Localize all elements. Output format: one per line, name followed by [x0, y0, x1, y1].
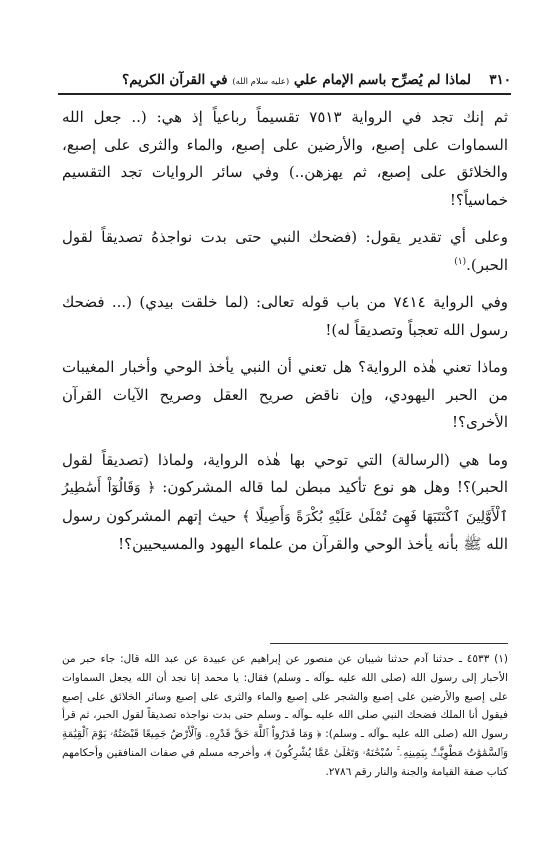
paragraph-5-end: حيث إتهم المشركون رسول الله ﷺ بأنه يأخذ الوحي والقرآن من علماء اليهود والمسيحيين؟! [62, 506, 508, 553]
paragraph-5-start: وما هي (الرسالة) التي توحي بها هٰذه الرواية، ولماذا (تصديقاً لقول الحبر)؟! وهل هو نوع تأكيد مبطن لما قاله المشركون: [62, 450, 508, 496]
paragraph-2 [62, 224, 508, 279]
header-rule [58, 93, 511, 95]
running-title-honorific: (عليه سلام الله) [232, 77, 290, 87]
footnote: (١) ٤٥٣٣ ـ حدثنا آدم حدثنا شيبان عن منصور عن إبراهيم عن عبيدة عن عبد الله قال: جاء حبر من الأحبار إلى رسول الله (صلى الله عليه ـوآله ـ وسلم) فقال: يا محمد إنا نجد أن الله يجعل السماوات على إصبع والأرضين على إصبع والشجر على إصبع والماء والثرى على إصبع وسائر الخلائق على إصبع فيقول أنا الملك فضحك النبي صلى الله عليه ـوآله ـ وسلم حتى بدت نواجذه تصديقاً لقول الحبر، ثم قرأ رسول الله (صلى الله عليه ـوآله ـ وسلم): ﴿ وَمَا قَدَرُواْ ٱللَّهَ حَقَّ قَدْرِهِۦ وَٱلْأَرْضُ جَمِيعًا قَبْضَتُهُۥ يَوْمَ ٱلْقِيَٰمَةِ وَٱلسَّمَٰوَٰتُ مَطْوِيَّٰتٌۢ بِيَمِينِهِۦ ۚ سُبْحَٰنَهُۥ وَتَعَٰلَىٰ عَمَّا يُشْرِكُونَ ﴾، وأخرجه مسلم في صفات المنافقين وأحكامهم كتاب صفة القيامة والجنة والنار رقم ٢٧٨٦. [62, 653, 508, 778]
running-header [58, 68, 511, 92]
paragraph-3: وفي الرواية ٧٤١٤ من باب قوله تعالى: (لما خلقت بيدي) (... فضحك رسول الله تعجباً وتصديقاً له)! [62, 293, 508, 339]
paragraph-1: ثم إنك تجد في الرواية ٧٥١٣ تقسيماً رباعياً إذ هي: (.. جعل الله السماوات على إصبع، والأرضين على إصبع، والماء والثرى على إصبع، والخلائق على إصبع، ثم يهزهن..) وفي سائر الروايات تجد التقسيم خماسياً؟! [62, 108, 508, 209]
paragraph-5 [62, 447, 508, 559]
paragraph-2-text: وعلى أي تقدير يقول: (فضحك النبي حتى بدت نواجذهُ تصديقاً لقول الحبر). [62, 228, 508, 274]
footnote-separator [270, 643, 508, 644]
main-text [62, 104, 508, 569]
footnote-reference: (١) [454, 256, 467, 267]
page-number: ٣١٠ [489, 72, 511, 88]
running-title-end: في القرآن الكريم؟ [122, 72, 233, 88]
running-title-main: لماذا لم يُصرِّح باسم الإمام علي [289, 72, 471, 88]
paragraph-4: وماذا تعني هٰذه الرواية؟ هل تعني أن النبي يأخذ الوحي وأخبار المغيبات من الحبر اليهودي، وإن ناقض صريح العقل وصريح الآيات القرآن الأخرى؟! [62, 358, 508, 431]
running-title [122, 68, 471, 92]
quran-verse: ﴿ وَقَالُوٓاْ أَسَٰطِيرُ ٱلْأَوَّلِينَ ٱكْتَتَبَهَا فَهِىَ تُمْلَىٰ عَلَيْهِ بُكْرَةً وَأَصِيلًا ﴾ [62, 480, 508, 525]
